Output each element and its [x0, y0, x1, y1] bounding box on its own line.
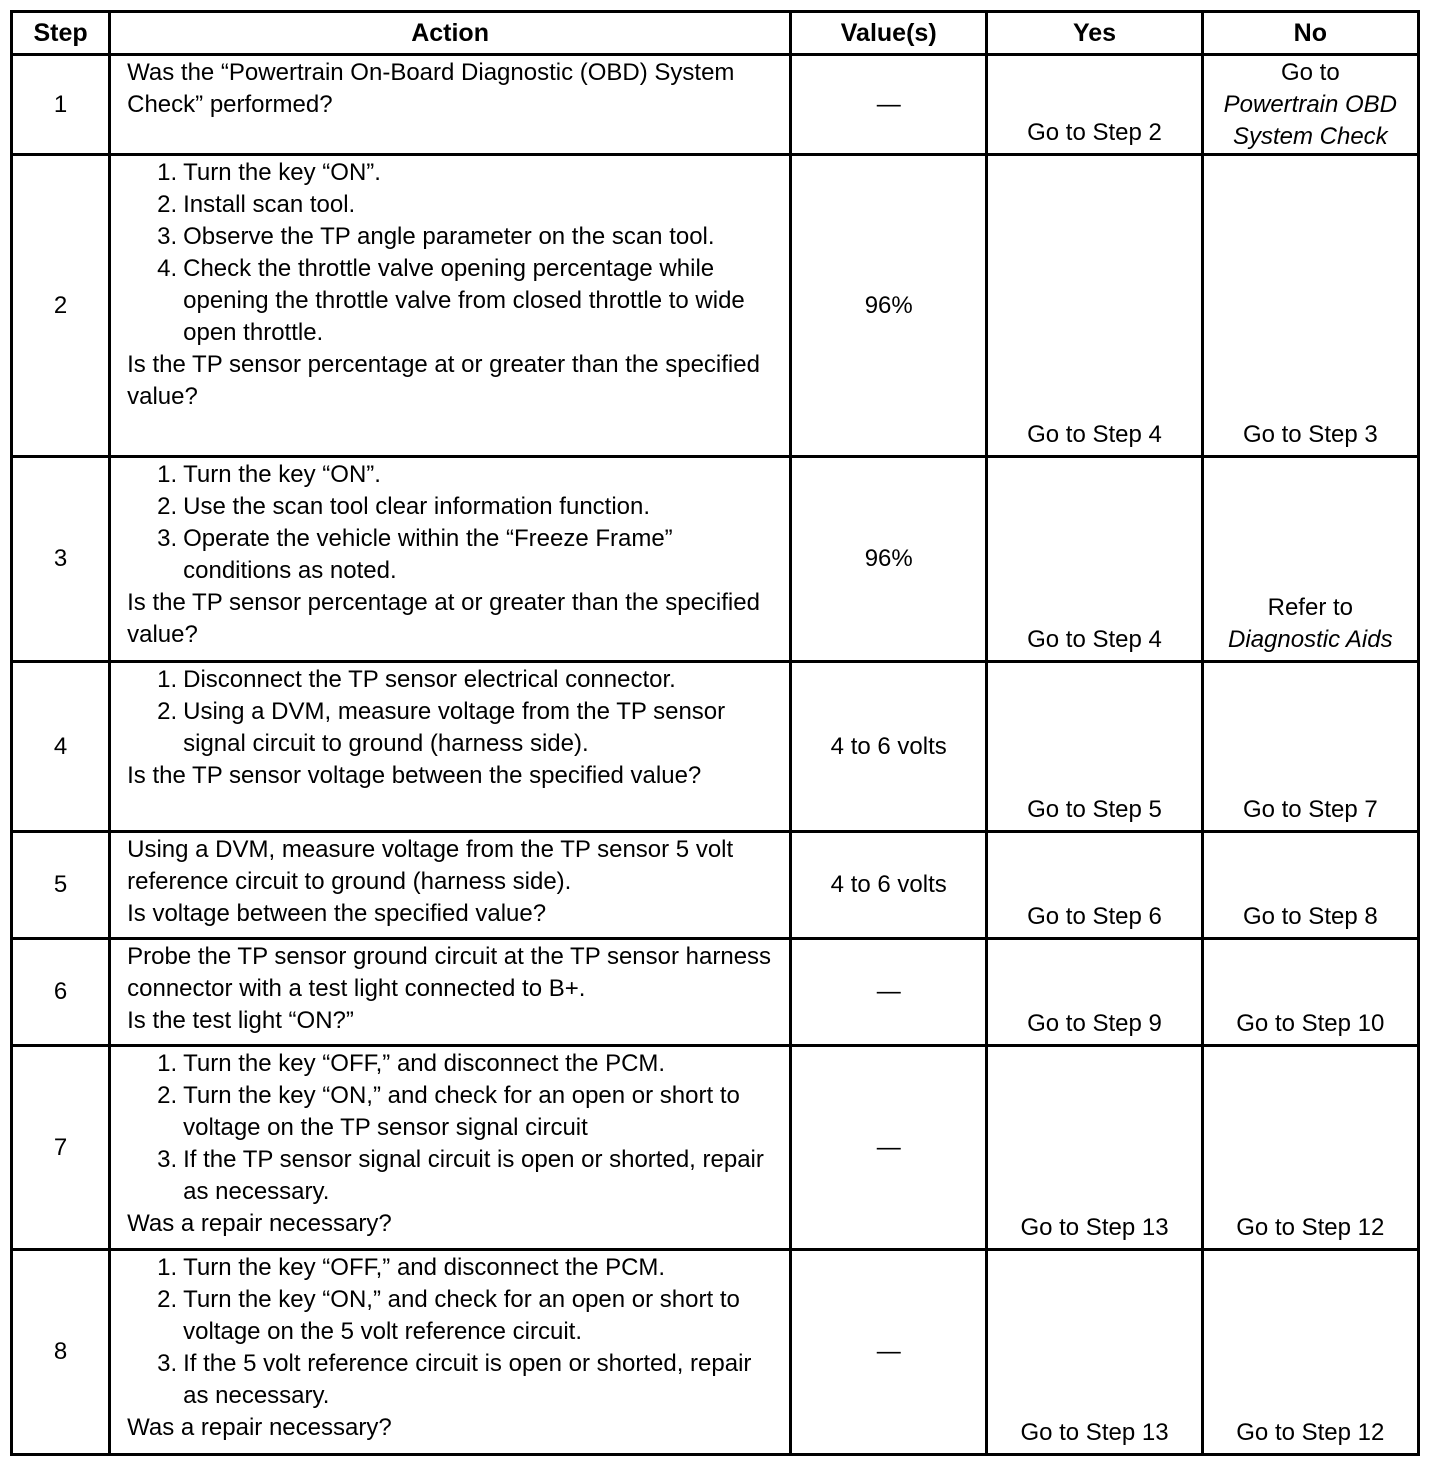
- list-item: [147, 664, 781, 696]
- list-item: [147, 1048, 781, 1080]
- list-item-number: 1.: [157, 666, 178, 693]
- yes-cell: Go to Step 6: [987, 832, 1202, 939]
- action-question: Is the TP sensor voltage between the specified value?: [127, 762, 702, 789]
- no-cell: [1202, 457, 1418, 662]
- action-cell: [110, 1250, 791, 1455]
- list-item-text: Use the scan tool clear information function.: [183, 493, 651, 520]
- action-intro: Probe the TP sensor ground circuit at the TP sensor harness connector with a test light connected to B+.: [127, 943, 772, 1002]
- list-item: [147, 491, 781, 523]
- value-cell: 4 to 6 volts: [791, 662, 987, 832]
- list-item-number: 3.: [157, 1350, 178, 1377]
- action-intro: Using a DVM, measure voltage from the TP sensor 5 volt reference circuit to ground (harness side).: [127, 836, 734, 895]
- step-number: 7: [12, 1046, 110, 1250]
- list-item-text: Check the throttle valve opening percentage while opening the throttle valve from closed throttle to wide open throttle.: [183, 255, 745, 346]
- no-text: Go to Step 7: [1242, 796, 1378, 823]
- diagnostic-table: [10, 10, 1420, 1456]
- list-item-number: 2.: [157, 493, 178, 520]
- yes-cell: Go to Step 4: [987, 457, 1202, 662]
- no-cell: [1202, 55, 1418, 155]
- list-item-text: Turn the key “ON,” and check for an open or short to voltage on the TP sensor signal circuit: [183, 1082, 740, 1141]
- list-item-text: Turn the key “ON,” and check for an open or short to voltage on the 5 volt reference circuit.: [183, 1286, 740, 1345]
- list-item-number: 1.: [157, 1050, 178, 1077]
- action-cell: [110, 662, 791, 832]
- yes-cell: Go to Step 5: [987, 662, 1202, 832]
- table-row: [12, 939, 1419, 1046]
- list-item-number: 3.: [157, 223, 178, 250]
- yes-cell: Go to Step 4: [987, 155, 1202, 457]
- value-cell: —: [791, 1046, 987, 1250]
- no-text: Go to Step 8: [1242, 903, 1378, 930]
- action-steps-list: [127, 459, 781, 587]
- header-step: Step: [12, 12, 110, 55]
- list-item-text: Turn the key “ON”.: [183, 461, 381, 488]
- action-question: Is the test light “ON?”: [127, 1007, 354, 1034]
- step-number: 4: [12, 662, 110, 832]
- list-item-text: If the TP sensor signal circuit is open or shorted, repair as necessary.: [183, 1146, 764, 1205]
- action-question: Was a repair necessary?: [127, 1414, 392, 1441]
- no-reference-text: Powertrain OBD System Check: [1223, 91, 1398, 150]
- value-cell: —: [791, 55, 987, 155]
- list-item-number: 3.: [157, 525, 178, 552]
- step-number: 6: [12, 939, 110, 1046]
- table-row: [12, 55, 1419, 155]
- header-row: [12, 12, 1419, 55]
- list-item-number: 2.: [157, 698, 178, 725]
- header-yes: Yes: [987, 12, 1202, 55]
- action-question: Was a repair necessary?: [127, 1210, 392, 1237]
- no-reference-text: Diagnostic Aids: [1228, 626, 1393, 653]
- action-cell: [110, 457, 791, 662]
- value-cell: 96%: [791, 457, 987, 662]
- action-steps-list: [127, 664, 781, 760]
- list-item-number: 4.: [157, 255, 178, 282]
- action-steps-list: [127, 1252, 781, 1412]
- list-item: [147, 1080, 781, 1144]
- step-number: 3: [12, 457, 110, 662]
- table-row: [12, 662, 1419, 832]
- list-item-text: Using a DVM, measure voltage from the TP sensor signal circuit to ground (harness side).: [183, 698, 726, 757]
- no-text: Refer to: [1267, 594, 1353, 621]
- no-text: Go to Step 3: [1242, 421, 1378, 448]
- no-text: Go to Step 12: [1236, 1214, 1385, 1241]
- list-item: [147, 1348, 781, 1412]
- list-item: [147, 459, 781, 491]
- table-body: [12, 55, 1419, 1455]
- list-item-number: 2.: [157, 191, 178, 218]
- action-question: Is the TP sensor percentage at or greater than the specified value?: [127, 589, 760, 648]
- list-item: [147, 1284, 781, 1348]
- no-cell: [1202, 662, 1418, 832]
- no-text: Go to: [1280, 59, 1340, 86]
- table-row: [12, 457, 1419, 662]
- no-cell: [1202, 1046, 1418, 1250]
- list-item-number: 2.: [157, 1082, 178, 1109]
- list-item-text: Observe the TP angle parameter on the scan tool.: [183, 223, 715, 250]
- value-cell: 96%: [791, 155, 987, 457]
- table-row: [12, 155, 1419, 457]
- step-number: 2: [12, 155, 110, 457]
- list-item: [147, 1252, 781, 1284]
- list-item-text: Turn the key “OFF,” and disconnect the PCM.: [183, 1050, 666, 1077]
- list-item-number: 1.: [157, 461, 178, 488]
- no-cell: [1202, 832, 1418, 939]
- table-row: [12, 1250, 1419, 1455]
- value-cell: —: [791, 1250, 987, 1455]
- no-text: Go to Step 10: [1236, 1010, 1385, 1037]
- list-item-text: If the 5 volt reference circuit is open or shorted, repair as necessary.: [183, 1350, 752, 1409]
- list-item: [147, 189, 781, 221]
- list-item-number: 2.: [157, 1286, 178, 1313]
- action-cell: [110, 155, 791, 457]
- header-action: Action: [110, 12, 791, 55]
- header-no: No: [1202, 12, 1418, 55]
- value-cell: —: [791, 939, 987, 1046]
- yes-cell: Go to Step 13: [987, 1046, 1202, 1250]
- list-item: [147, 253, 781, 349]
- no-cell: [1202, 939, 1418, 1046]
- list-item: [147, 157, 781, 189]
- yes-cell: Go to Step 13: [987, 1250, 1202, 1455]
- list-item-text: Turn the key “OFF,” and disconnect the PCM.: [183, 1254, 666, 1281]
- list-item: [147, 523, 781, 587]
- list-item-number: 1.: [157, 1254, 178, 1281]
- value-cell: 4 to 6 volts: [791, 832, 987, 939]
- table-row: [12, 832, 1419, 939]
- list-item-text: Turn the key “ON”.: [183, 159, 381, 186]
- step-number: 1: [12, 55, 110, 155]
- step-number: 5: [12, 832, 110, 939]
- list-item-text: Disconnect the TP sensor electrical connector.: [183, 666, 676, 693]
- list-item: [147, 221, 781, 253]
- table-row: [12, 1046, 1419, 1250]
- action-steps-list: [127, 157, 781, 349]
- list-item-number: 3.: [157, 1146, 178, 1173]
- action-cell: [110, 1046, 791, 1250]
- no-cell: [1202, 1250, 1418, 1455]
- action-question: Is voltage between the specified value?: [127, 900, 547, 927]
- list-item: [147, 1144, 781, 1208]
- action-cell: [110, 939, 791, 1046]
- list-item: [147, 696, 781, 760]
- header-values: Value(s): [791, 12, 987, 55]
- list-item-text: Install scan tool.: [183, 191, 356, 218]
- no-cell: [1202, 155, 1418, 457]
- step-number: 8: [12, 1250, 110, 1455]
- list-item-text: Operate the vehicle within the “Freeze Frame” conditions as noted.: [183, 525, 673, 584]
- list-item-number: 1.: [157, 159, 178, 186]
- yes-cell: Go to Step 2: [987, 55, 1202, 155]
- action-question: Is the TP sensor percentage at or greater than the specified value?: [127, 351, 760, 410]
- action-intro: Was the “Powertrain On-Board Diagnostic (OBD) System Check” performed?: [127, 59, 735, 118]
- action-cell: [110, 832, 791, 939]
- action-cell: [110, 55, 791, 155]
- no-text: Go to Step 12: [1236, 1419, 1385, 1446]
- yes-cell: Go to Step 9: [987, 939, 1202, 1046]
- action-steps-list: [127, 1048, 781, 1208]
